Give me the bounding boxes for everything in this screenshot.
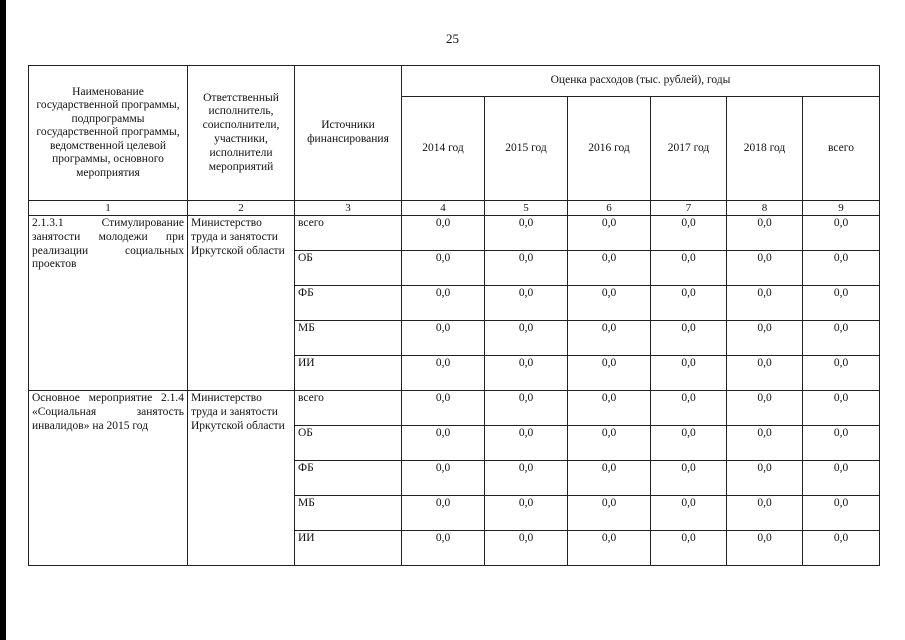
value-cell: 0,0 bbox=[803, 531, 880, 566]
value-cell: 0,0 bbox=[803, 461, 880, 496]
executor: Министерство труда и занятости Иркутской области bbox=[188, 216, 295, 391]
value-cell: 0,0 bbox=[568, 531, 651, 566]
value-cell: 0,0 bbox=[651, 356, 727, 391]
value-cell: 0,0 bbox=[727, 391, 803, 426]
column-number: 9 bbox=[803, 201, 880, 216]
value-cell: 0,0 bbox=[568, 321, 651, 356]
value-cell: 0,0 bbox=[651, 496, 727, 531]
column-number: 3 bbox=[295, 201, 402, 216]
value-cell: 0,0 bbox=[485, 286, 568, 321]
value-cell: 0,0 bbox=[727, 216, 803, 251]
value-cell: 0,0 bbox=[568, 426, 651, 461]
header-total: всего bbox=[803, 97, 880, 201]
column-number-row bbox=[29, 201, 880, 216]
value-cell: 0,0 bbox=[402, 426, 485, 461]
column-number: 2 bbox=[188, 201, 295, 216]
column-number: 4 bbox=[402, 201, 485, 216]
program-name: 2.1.3.1 Стимулирование занятости молодежи при реализации социальных проектов bbox=[29, 216, 188, 391]
value-cell: 0,0 bbox=[651, 286, 727, 321]
value-cell: 0,0 bbox=[651, 426, 727, 461]
funding-source: МБ bbox=[295, 496, 402, 531]
table-row bbox=[29, 216, 880, 251]
value-cell: 0,0 bbox=[803, 321, 880, 356]
value-cell: 0,0 bbox=[568, 216, 651, 251]
value-cell: 0,0 bbox=[485, 391, 568, 426]
header-year: 2015 год bbox=[485, 97, 568, 201]
value-cell: 0,0 bbox=[803, 496, 880, 531]
value-cell: 0,0 bbox=[568, 496, 651, 531]
value-cell: 0,0 bbox=[727, 426, 803, 461]
value-cell: 0,0 bbox=[485, 216, 568, 251]
value-cell: 0,0 bbox=[803, 356, 880, 391]
value-cell: 0,0 bbox=[402, 251, 485, 286]
value-cell: 0,0 bbox=[402, 496, 485, 531]
value-cell: 0,0 bbox=[651, 531, 727, 566]
header-source-column: Источники финансирования bbox=[295, 66, 402, 201]
budget-table bbox=[28, 65, 880, 566]
funding-source: ФБ bbox=[295, 461, 402, 496]
funding-source: всего bbox=[295, 216, 402, 251]
value-cell: 0,0 bbox=[803, 216, 880, 251]
value-cell: 0,0 bbox=[651, 321, 727, 356]
value-cell: 0,0 bbox=[568, 391, 651, 426]
value-cell: 0,0 bbox=[803, 251, 880, 286]
header-year: 2017 год bbox=[651, 97, 727, 201]
value-cell: 0,0 bbox=[651, 216, 727, 251]
table-body bbox=[29, 216, 880, 566]
value-cell: 0,0 bbox=[402, 216, 485, 251]
value-cell: 0,0 bbox=[485, 461, 568, 496]
column-number: 1 bbox=[29, 201, 188, 216]
value-cell: 0,0 bbox=[485, 251, 568, 286]
column-number: 5 bbox=[485, 201, 568, 216]
value-cell: 0,0 bbox=[485, 496, 568, 531]
value-cell: 0,0 bbox=[402, 461, 485, 496]
funding-source: ФБ bbox=[295, 286, 402, 321]
value-cell: 0,0 bbox=[568, 286, 651, 321]
value-cell: 0,0 bbox=[651, 391, 727, 426]
value-cell: 0,0 bbox=[402, 391, 485, 426]
column-number: 7 bbox=[651, 201, 727, 216]
funding-source: МБ bbox=[295, 321, 402, 356]
value-cell: 0,0 bbox=[485, 321, 568, 356]
value-cell: 0,0 bbox=[727, 531, 803, 566]
value-cell: 0,0 bbox=[402, 286, 485, 321]
program-name: Основное мероприятие 2.1.4 «Социальная занятость инвалидов» на 2015 год bbox=[29, 391, 188, 566]
value-cell: 0,0 bbox=[727, 461, 803, 496]
header-year: 2018 год bbox=[727, 97, 803, 201]
value-cell: 0,0 bbox=[402, 321, 485, 356]
header-executor-column: Ответственный исполнитель, соисполнители, участники, исполнители мероприятий bbox=[188, 66, 295, 201]
value-cell: 0,0 bbox=[402, 531, 485, 566]
table-row bbox=[29, 391, 880, 426]
value-cell: 0,0 bbox=[651, 251, 727, 286]
value-cell: 0,0 bbox=[485, 531, 568, 566]
value-cell: 0,0 bbox=[727, 251, 803, 286]
funding-source: ОБ bbox=[295, 426, 402, 461]
funding-source: ИИ bbox=[295, 356, 402, 391]
header-name-column: Наименование государственной программы, подпрограммы государственной программы, ведомственной целевой программы, основного мероприятия bbox=[29, 66, 188, 201]
executor: Министерство труда и занятости Иркутской области bbox=[188, 391, 295, 566]
value-cell: 0,0 bbox=[485, 356, 568, 391]
value-cell: 0,0 bbox=[402, 356, 485, 391]
funding-source: ОБ bbox=[295, 251, 402, 286]
funding-source: ИИ bbox=[295, 531, 402, 566]
scan-edge bbox=[0, 0, 6, 640]
value-cell: 0,0 bbox=[803, 391, 880, 426]
value-cell: 0,0 bbox=[727, 286, 803, 321]
funding-source: всего bbox=[295, 391, 402, 426]
value-cell: 0,0 bbox=[568, 356, 651, 391]
value-cell: 0,0 bbox=[651, 461, 727, 496]
value-cell: 0,0 bbox=[568, 251, 651, 286]
page-number: 25 bbox=[446, 31, 459, 46]
header-year: 2016 год bbox=[568, 97, 651, 201]
value-cell: 0,0 bbox=[485, 426, 568, 461]
header-estimate-title: Оценка расходов (тыс. рублей), годы bbox=[402, 66, 880, 97]
column-number: 8 bbox=[727, 201, 803, 216]
value-cell: 0,0 bbox=[803, 286, 880, 321]
value-cell: 0,0 bbox=[727, 496, 803, 531]
value-cell: 0,0 bbox=[568, 461, 651, 496]
value-cell: 0,0 bbox=[727, 321, 803, 356]
value-cell: 0,0 bbox=[803, 426, 880, 461]
value-cell: 0,0 bbox=[727, 356, 803, 391]
column-number: 6 bbox=[568, 201, 651, 216]
header-year: 2014 год bbox=[402, 97, 485, 201]
